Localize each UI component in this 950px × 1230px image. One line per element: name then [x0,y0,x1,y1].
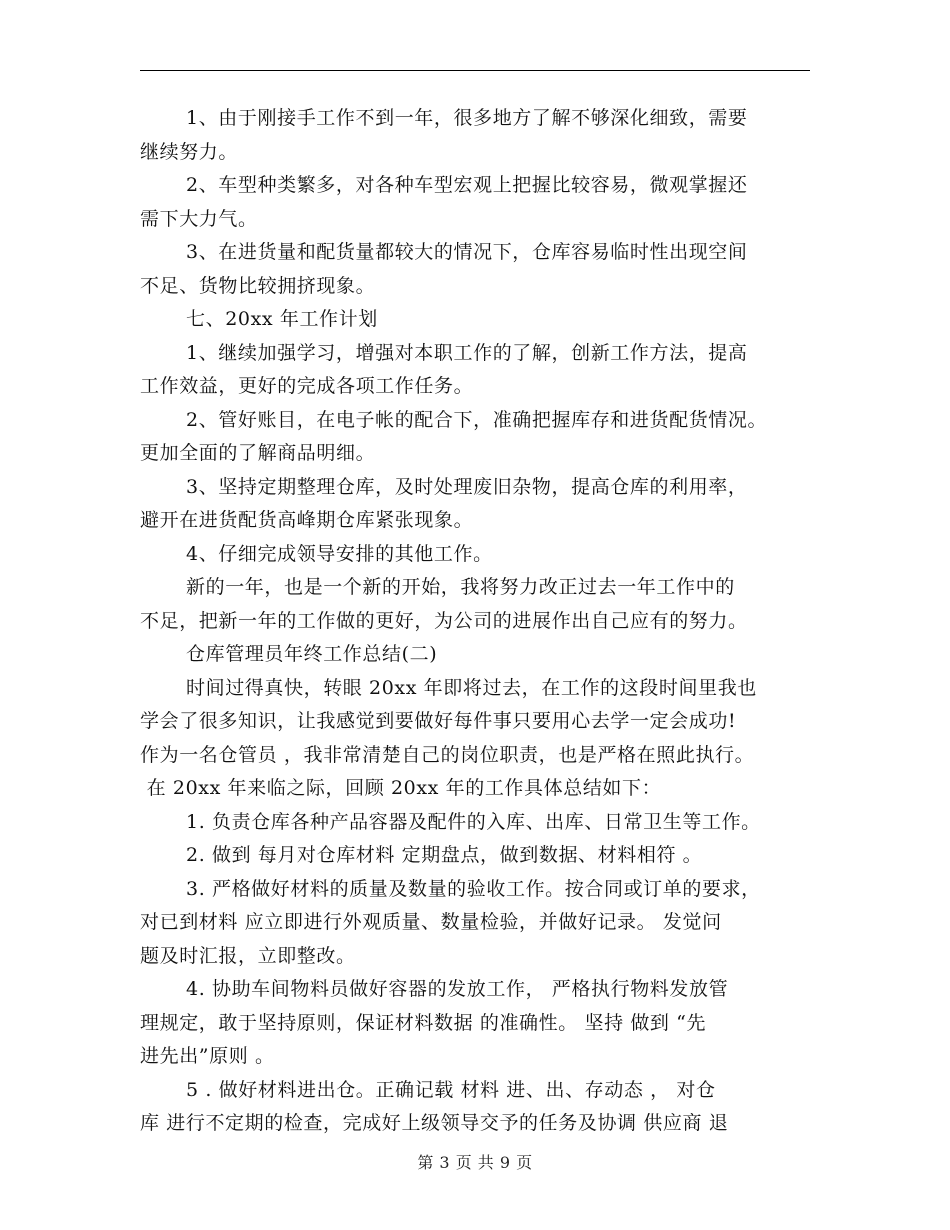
text-line: 3、坚持定期整理仓库，及时处理废旧杂物，提高仓库的利用率， [186,475,748,498]
text-line: 1. 负责仓库各种产品容器及配件的入库、出库、日常卫生等工作。 [186,810,761,833]
text-line: 1、继续加强学习，增强对本职工作的了解，创新工作方法，提高 [186,341,748,364]
text-line: 2. 做到 每月对仓库材料 定期盘点，做到数据、材料相符 。 [186,844,703,866]
text-line: 3、在进货量和配货量都较大的情况下，仓库容易临时性出现空间 [186,241,748,263]
text-line: 不足，把新一年的工作做的更好，为公司的进展作出自己应有的努力。 [140,609,748,632]
text-line: 进先出”原则 。 [140,1045,275,1067]
text-line: 对已到材料 应立即进行外观质量、数量检验，并做好记录。 发觉问 [140,911,722,933]
text-line: 作为一名仓管员 ，我非常清楚自己的岗位职责，也是严格在照此执行。 [140,743,755,766]
document-body [140,102,830,1141]
text-line: 5 . 做好材料进出仓。正确记载 材料 进、出、存动态 ， 对仓 [186,1078,716,1101]
text-line: 在 20xx 年来临之际，回顾 20xx 年的工作具体总结如下： [140,777,662,799]
header-rule [140,70,810,71]
text-line: 时间过得真快，转眼 20xx 年即将过去，在工作的这段时间里我也 [186,676,757,699]
page-number: 第 3 页 共 9 页 [417,1153,533,1172]
text-line: 继续努力。 [140,140,239,163]
text-line: 库 进行不定期的检查，完成好上级领导交予的任务及协调 供应商 退 [140,1112,729,1134]
text-line: 避开在进货配货高峰期仓库紧张现象。 [140,509,474,531]
text-line: 2、车型种类繁多，对各种车型宏观上把握比较容易，微观掌握还 [186,174,748,196]
text-line: 题及时汇报，立即整改。 [140,944,356,967]
text-line: 2、管好账目，在电子帐的配合下，准确把握库存和进货配货情况。 [186,408,768,431]
text-line: 需下大力气。 [140,207,258,230]
text-line: 学会了很多知识，让我感觉到要做好每件事只要用心去学一定会成功! [140,710,737,732]
text-line: 3. 严格做好材料的质量及数量的验收工作。按合同或订单的要求， [186,877,761,900]
text-line: 工作效益，更好的完成各项工作任务。 [140,375,474,397]
text-line: 更加全面的了解商品明细。 [140,442,376,464]
text-line: 4. 协助车间物料员做好容器的发放工作， 严格执行物料发放管 [186,978,729,1000]
text-line: 4、仔细完成领导安排的其他工作。 [186,542,493,565]
text-line: 理规定，敢于坚持原则，保证材料数据 的准确性。 坚持 做到 “先 [140,1011,707,1034]
text-line: 1、由于刚接手工作不到一年，很多地方了解不够深化细致，需要 [186,107,748,129]
text-line: 七、20xx 年工作计划 [186,308,378,330]
text-line: 仓库管理员年终工作总结(二) [186,643,438,665]
text-line: 不足、货物比较拥挤现象。 [140,274,376,297]
text-line: 新的一年，也是一个新的开始，我将努力改正过去一年工作中的 [186,576,735,598]
